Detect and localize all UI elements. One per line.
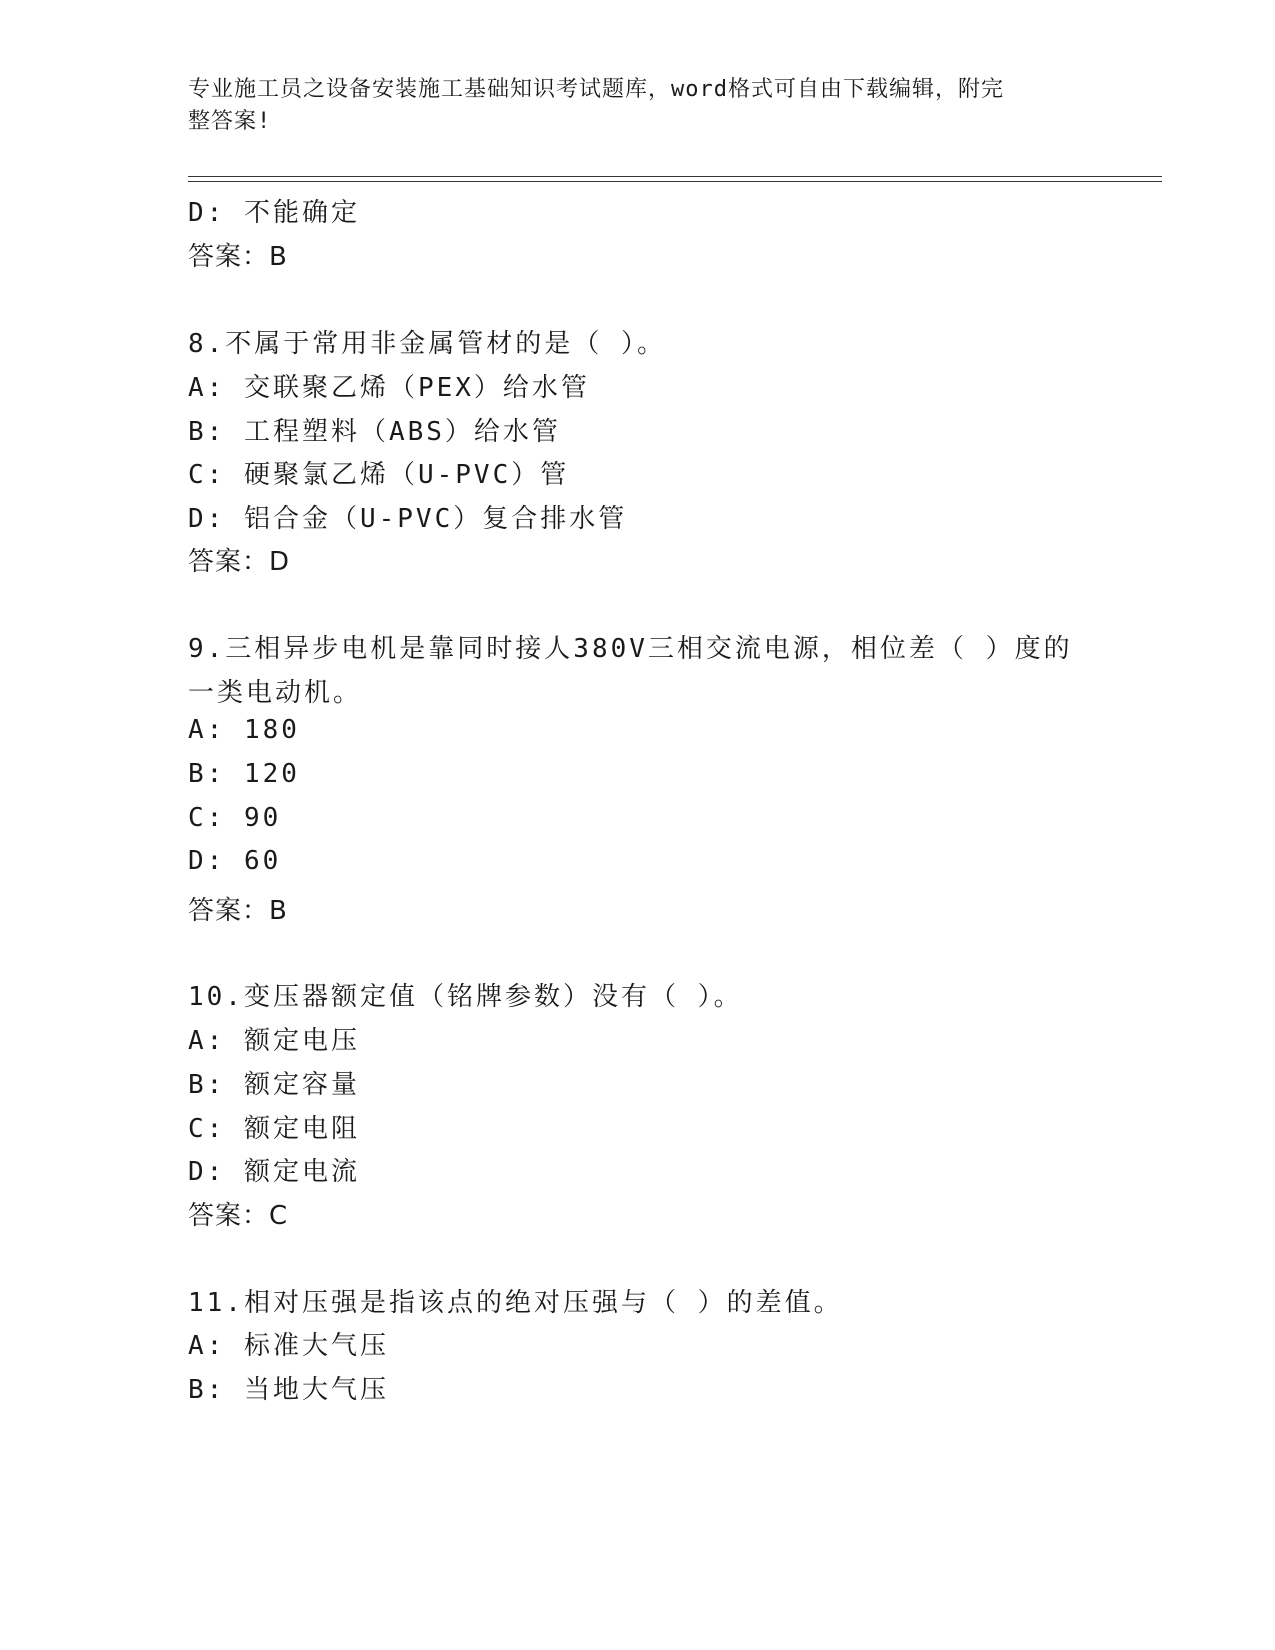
answer: 答案：B xyxy=(188,896,288,926)
option-a: A: 180 xyxy=(188,715,300,745)
answer: 答案：C xyxy=(188,1201,289,1231)
option-b: B: 工程塑料（ABS）给水管 xyxy=(188,417,561,447)
header-line-1: 专业施工员之设备安装施工基础知识考试题库，word格式可自由下载编辑，附完 xyxy=(188,77,1004,102)
option-d: D: 铝合金（U-PVC）复合排水管 xyxy=(188,504,628,534)
header-divider-top xyxy=(188,176,1162,177)
option-c: C: 额定电阻 xyxy=(188,1114,360,1144)
option-a: A: 额定电压 xyxy=(188,1026,360,1056)
option-d: D: 60 xyxy=(188,846,282,876)
option-a: A: 标准大气压 xyxy=(188,1331,389,1361)
question-text: 11.相对压强是指该点的绝对压强与（ ）的差值。 xyxy=(188,1288,843,1318)
header-line-2: 整答案! xyxy=(188,109,272,134)
answer: 答案：D xyxy=(188,547,291,577)
question-text: 10.变压器额定值（铭牌参数）没有（ ）。 xyxy=(188,982,743,1012)
question-text-line-1: 9.三相异步电机是靠同时接人380V三相交流电源，相位差（ ）度的 xyxy=(188,634,1073,664)
option-d: D: 不能确定 xyxy=(188,198,360,228)
option-c: C: 硬聚氯乙烯（U-PVC）管 xyxy=(188,460,570,490)
answer: 答案：B xyxy=(188,242,288,272)
header-divider-bottom xyxy=(188,181,1162,182)
option-b: B: 当地大气压 xyxy=(188,1375,389,1405)
option-a: A: 交联聚乙烯（PEX）给水管 xyxy=(188,373,590,403)
question-text-line-2: 一类电动机。 xyxy=(188,678,363,708)
option-d: D: 额定电流 xyxy=(188,1157,360,1187)
option-c: C: 90 xyxy=(188,803,282,833)
question-text: 8.不属于常用非金属管材的是（ ）。 xyxy=(188,329,666,359)
option-b: B: 额定容量 xyxy=(188,1070,360,1100)
document-header xyxy=(188,74,1088,138)
option-b: B: 120 xyxy=(188,759,300,789)
